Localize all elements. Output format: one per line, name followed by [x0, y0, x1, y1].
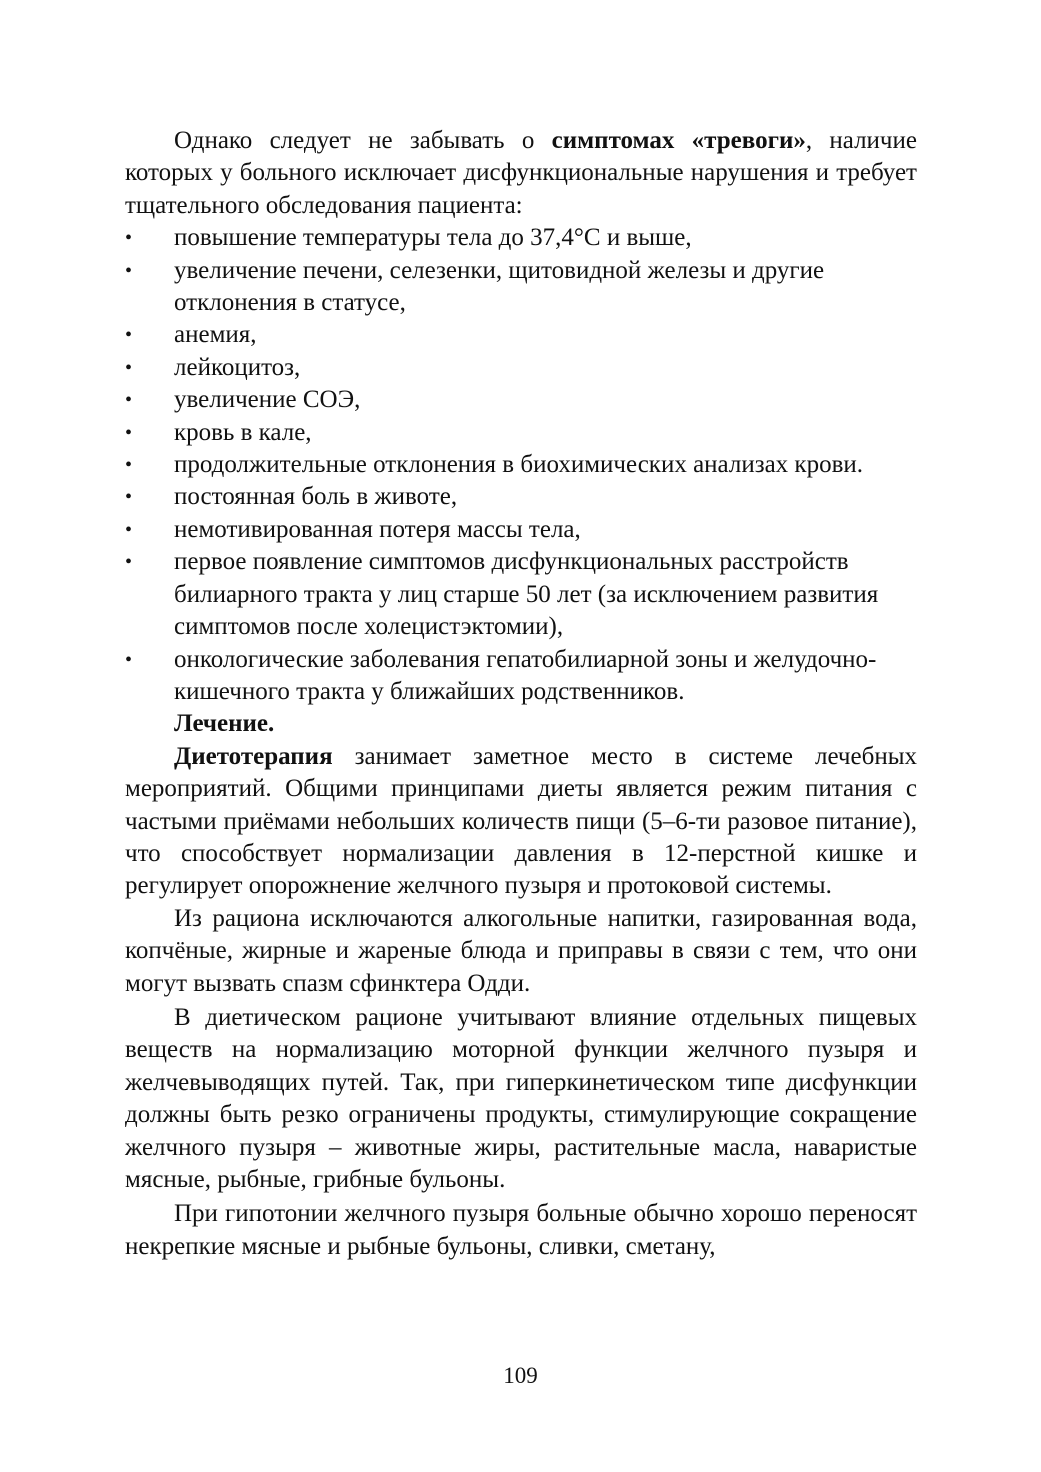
list-item: • немотивированная потеря массы тела, — [125, 514, 917, 546]
intro-text-end: , наличие которых у больного исключает дисфункциональные нарушения и требует тщательного обследования пациента: — [125, 127, 917, 219]
list-item: • увеличение СОЭ, — [125, 384, 917, 416]
paragraph: Из рациона исключаются алкогольные напитки, газированная вода, копчёные, жирные и жареные блюда и приправы в связи с тем, что они могут вызвать спазм сфинктера Одди. — [125, 904, 917, 997]
alarm-symptoms-list — [125, 222, 917, 708]
diet-text: занимает заметное место в системе лечебных мероприятий. Общими принципами диеты является режим питания с частыми приёмами небольших количеств пищи (5–6-ти разовое питание), что способствует нормализации давления в 12-перстной кишке и регулирует опорожнение желчного пузыря и протоковой системы. — [125, 742, 917, 900]
list-item: • увеличение печени, селезенки, щитовидной железы и другие отклонения в статусе, — [125, 255, 917, 320]
page-body — [125, 125, 917, 1263]
list-item: • первое появление симптомов дисфункциональных расстройств билиарного тракта у лиц старше 50 лет (за исключением развития симптомов после холецистэктомии), — [125, 546, 917, 643]
paragraph: При гипотонии желчного пузыря больные обычно хорошо переносят некрепкие мясные и рыбные бульоны, сливки, сметану, — [125, 1200, 917, 1260]
list-item: • онкологические заболевания гепатобилиарной зоны и желудочно-кишечного тракта у ближайших родственников. — [125, 644, 917, 709]
list-item: • лейкоцитоз, — [125, 352, 917, 384]
list-item: • кровь в кале, — [125, 417, 917, 449]
intro-paragraph — [125, 125, 917, 222]
intro-text-start: Однако следует не забывать о — [174, 127, 552, 154]
paragraph: В диетическом рационе учитывают влияние отдельных пищевых веществ на нормализацию моторной функции желчного пузыря и желчевыводящих путей. Так, при гиперкинетическом типе дисфункции должны быть резко ограничены продукты, стимулирующие сокращение желчного пузыря – животные жиры, растительные масла, наваристые мясные, рыбные, грибные бульоны. — [125, 1003, 917, 1193]
list-item: • постоянная боль в животе, — [125, 481, 917, 513]
list-item: • анемия, — [125, 319, 917, 351]
diet-paragraph — [125, 741, 917, 903]
diet-term: Диетотерапия — [174, 742, 333, 770]
alarm-symptoms-term: симптомах «тревоги» — [551, 127, 806, 154]
list-item: • продолжительные отклонения в биохимических анализах крови. — [125, 449, 917, 481]
page-number: 109 — [503, 1363, 538, 1388]
list-item: • повышение температуры тела до 37,4°С и выше, — [125, 222, 917, 254]
treatment-heading: Лечение. — [174, 710, 275, 738]
